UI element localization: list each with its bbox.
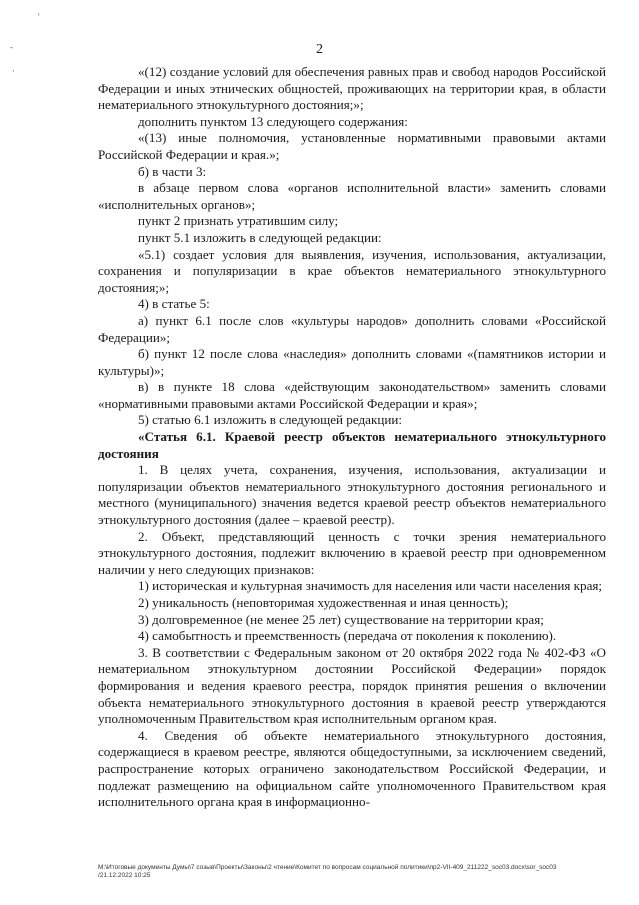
paragraph: «5.1) создает условия для выявления, изучения, использования, актуализации, сохранения и популяризации в крае объектов нематериального этнокультурного достояния;»; <box>98 246 606 295</box>
paragraph: 2. Объект, представляющий ценность с точки зрения нематериального этнокультурного достояния, подлежит включению в краевой реестр при одновременном наличии у него следующих признаков: <box>98 528 606 577</box>
footer-timestamp: /21.12.2022 10:25 <box>98 872 151 879</box>
article-heading: «Статья 6.1. Краевой реестр объектов нематериального этнокультурного достояния <box>98 429 606 461</box>
scan-mark-3: · <box>12 66 15 76</box>
scan-mark-1: ' <box>38 12 40 22</box>
paragraph: 1. В целях учета, сохранения, изучения, использования, актуализации и популяризации объектов нематериального этнокультурного достояния регионального и местного (муниципального) значения ведется краевой реестр объектов нематериального этнокультурного достояния (далее – краевой реестр). <box>98 462 606 528</box>
paragraph: 5) статью 6.1 изложить в следующей редакции: <box>138 412 402 428</box>
paragraph: б) в части 3: <box>138 163 207 179</box>
paragraph: 3) долговременное (не менее 25 лет) существование на территории края; <box>138 611 544 627</box>
paragraph: 1) историческая и культурная значимость для населения или части населения края; <box>138 578 603 594</box>
document-body <box>98 64 606 811</box>
page-number: 2 <box>316 42 323 57</box>
scan-mark-2: - <box>10 42 13 52</box>
paragraph: в абзаце первом слова «органов исполнительной власти» заменить словами «исполнительных органов»; <box>98 180 606 212</box>
paragraph: а) пункт 6.1 после слов «культуры народов» дополнить словами «Российской Федерации»; <box>98 312 606 345</box>
paragraph: «(13) иные полномочия, установленные нормативными правовыми актами Российской Федерации и края.»; <box>98 130 606 162</box>
paragraph: в) в пункте 18 слова «действующим законодательством» заменить словами «нормативными правовыми актами Российской Федерации и края»; <box>98 379 606 411</box>
paragraph: 3. В соответствии с Федеральным законом от 20 октября 2022 года № 402-ФЗ «О нематериальном этнокультурном достоянии Российской Федерации» порядок формирования и ведения краевого реестра, порядок принятия решения о включении объекта нематериального этнокультурного достояния в краевой реестр утверждаются уполномоченным Правительством края исполнительным органом края. <box>98 644 606 727</box>
paragraph: пункт 5.1 изложить в следующей редакции: <box>138 229 382 245</box>
footer <box>98 864 618 880</box>
footer-file-path: M:\Итоговые документы Думы\7 созыв\Проекты\Законы\2 чтение\Комитет по вопросам социальной политики\пр2-VII-409_211222_soc03.docx\sor_soc03 <box>98 864 557 871</box>
paragraph: 2) уникальность (неповторимая художественная и иная ценность); <box>138 595 509 610</box>
paragraph: 4) в статье 5: <box>138 296 210 312</box>
paragraph: 4. Сведения об объекте нематериального этнокультурного достояния, содержащиеся в краевом реестре, являются общедоступными, за исключением сведений, распространение которых ограничено законодательством Российской Федерации, и подлежат размещению на официальном сайте уполномоченного Правительством края исполнительного органа края в информационно- <box>98 727 606 810</box>
paragraph: б) пункт 12 после слова «наследия» дополнить словами «(памятников истории и культуры)»; <box>98 346 606 378</box>
paragraph: «(12) создание условий для обеспечения равных прав и свобод народов Российской Федерации и иных этнических общностей, проживающих на территории края, в области нематериального этнокультурного достояния;»; <box>98 64 606 113</box>
paragraph: 4) самобытность и преемственность (передача от поколения к поколению). <box>138 628 557 644</box>
paragraph: пункт 2 признать утратившим силу; <box>138 213 339 229</box>
paragraph: дополнить пунктом 13 следующего содержания: <box>138 113 408 129</box>
